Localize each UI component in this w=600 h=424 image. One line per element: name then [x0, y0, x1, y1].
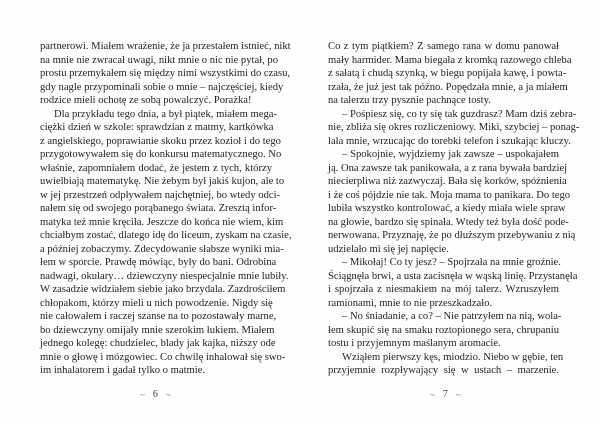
text-line: z angielskiego, poprawianie skoku przez kozioł i do tego	[40, 135, 281, 147]
text-line: przygotowywałem się do konkursu matematycznego. No	[40, 149, 282, 160]
text-line: chciałbym zostać, dlatego idę do liceum, zyskam na czasie,	[40, 230, 292, 241]
folio-ornament-left: ~	[430, 390, 435, 400]
text-line: – Pośpiesz się, co ty się tak guzdrasz? Mam dziś zebra-	[342, 108, 577, 120]
text-line: w jej przestrzeń odpływałem najchętniej, bo wtedy odci-	[40, 189, 281, 201]
text-line: na talerzu trzy pysznie pachnące tosty.	[328, 95, 491, 106]
text-line: prostu przemykałem się między nimi wszystkimi do czasu,	[40, 68, 291, 79]
text-line: nałem się od swojego porąbanego świata. Zresztą infor-	[40, 203, 277, 214]
folio-ornament-left: ~	[140, 390, 145, 400]
text-line: chłopakom, którzy mieli u nich powodzenie. Nigdy się	[40, 297, 273, 309]
text-line: rzała, że już jest tak późno. Popędzała mnie, a ja miałem	[328, 81, 568, 93]
text-line: jednego kolegę: chudzielec, blady jak kajka, niższy ode	[40, 338, 276, 349]
text-line: ramionami, mnie to nie przeszkadzało.	[328, 297, 493, 309]
text-line: nie całowałem i raczej szanse na to pozostawały marne,	[40, 311, 277, 322]
text-line: udzielało mi się jej napięcie.	[328, 243, 449, 255]
text-line: łem skupić się na smaku roztopionego sera, chrupaniu	[328, 324, 559, 336]
text-line: Co z tym piątkiem? Z samego rana w domu panował	[328, 41, 559, 52]
text-line: lała mnie, wrzucając do torebki telefon i szukając kluczy.	[328, 135, 571, 147]
text-line: bo dziewczyny omijały mnie szerokim łukiem. Miałem	[40, 324, 275, 336]
right-page-folio	[430, 388, 461, 402]
text-line: i że coś pójdzie nie tak. Moja mama to panikara. Do tego	[328, 189, 571, 201]
text-line: rodzice mieli ochotę ze sobą powalczyć. Porażka!	[40, 95, 252, 106]
text-line: na głowie, bardzo się spinała. Wtedy też była dość pode-	[328, 216, 569, 228]
text-line: na mnie nie zwracał uwagi, nikt mnie o nic nie pytał, po	[40, 54, 278, 66]
text-line: matyka też mnie kręciła. Jeszcze do końca nie wiem, kim	[40, 216, 284, 228]
text-line: Dla przykładu tego dnia, a był piątek, miałem mega-	[54, 108, 277, 120]
text-line: W zasadzie widziałem siebie jako brzydala. Zazdrościłem	[40, 284, 286, 295]
text-line: ją. Ona zawsze tak panikowała, a z rana bywała bardziej	[328, 162, 568, 174]
text-line: lubiła wszystko kontrolować, a kiedy miała wiele spraw	[328, 203, 566, 214]
text-line: nie, zbliża się okres rozliczeniowy. Miki, szybciej – ponag-	[328, 122, 580, 133]
text-line: – No śniadanie, a co? – Nie patrzyłem na nią, wola-	[342, 311, 562, 322]
text-line: Ściągnęła brwi, a usta zacisnęła w wąską linię. Przystanęła	[328, 270, 578, 282]
text-line: ciężki dzień w szkole: sprawdzian z matmy, kartkówka	[40, 122, 274, 133]
text-line: Wziąłem pierwszy kęs, miodzio. Niebo w gębie, ten	[342, 351, 564, 363]
text-line: gdy nagle przypominali sobie o mnie – najczęściej, kiedy	[40, 81, 284, 93]
text-line: – Mikołaj! Co ty jesz? – Spojrzała na mnie groźnie.	[342, 257, 561, 268]
text-line: a później zobaczymy. Zdecydowanie słabsze wyniki mia-	[40, 243, 284, 255]
text-line: niecierpliwa niż zazwyczaj. Bała się korków, spóźnienia	[328, 176, 567, 187]
text-line: właśnie, zapomniałem dodać, że jestem z tych, którzy	[40, 162, 272, 174]
text-line: i spojrzała z niesmakiem na mój talerz. Wzruszyłem	[328, 284, 559, 295]
text-line: partnerowi. Miałem wrażenie, że ja przestałem istnieć, nikt	[40, 41, 291, 52]
text-line: mały harmider. Mama biegała z kromką razowego chleba	[328, 54, 572, 66]
text-line: – Spokojnie, wyjdziemy jak zawsze – uspokajałem	[342, 149, 559, 160]
text-line: tostu i przyjemnym maślanym aromacie.	[328, 338, 501, 349]
text-line: z sałatą i chudą szynką, w biegu popijała kawę, i powta-	[328, 68, 567, 79]
text-line: nerwowana. Przyznaję, że po dłuższym przebywaniu z nią	[328, 230, 576, 241]
right-page-number: 7	[442, 389, 448, 400]
text-line: uwielbiają matematykę. Nie żebym był jakiś kujon, ale to	[40, 176, 285, 187]
text-line: mnie o głowę i mózgowiec. Co chwilę inhalował się swo-	[40, 351, 286, 363]
text-line: nadwagi, okulary… dziewczyny niespecjalnie mnie lubiły.	[40, 270, 289, 282]
folio-ornament-right: ~	[455, 390, 461, 400]
text-line: łem w sporcie. Prawdę mówiąc, były do bani. Odrobina	[40, 257, 277, 268]
text-line: przyjemnie rozpływający się w ustach – marzenie.	[328, 365, 559, 376]
left-page-number: 6	[152, 389, 158, 400]
folio-ornament-right: ~	[165, 390, 171, 400]
text-line: im inhalatorem i gadał tylko o matmie.	[40, 365, 206, 376]
